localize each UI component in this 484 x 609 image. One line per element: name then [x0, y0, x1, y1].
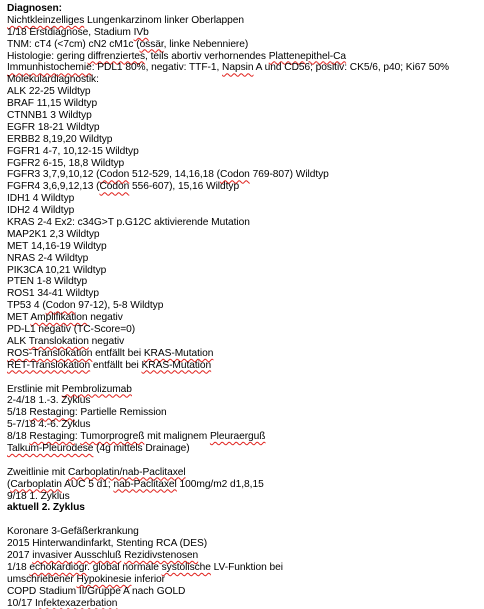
text-line [7, 217, 477, 229]
text-segment: mit malignem [144, 431, 210, 443]
text-line [7, 39, 477, 51]
text-segment: 2017 [7, 549, 33, 561]
text-line [7, 538, 477, 550]
text-segment: LV-Funktion bei [210, 561, 283, 573]
text-line [7, 15, 477, 27]
text-segment: Koronare 3-Gefäßerkrankung [7, 526, 139, 538]
text-segment: 97-12), 5-8 Wildtyp [75, 300, 164, 312]
text-line [7, 265, 477, 277]
heading-line [7, 502, 477, 514]
text-segment: . global normale [87, 561, 162, 573]
text-line [7, 181, 477, 193]
text-segment: FGFR2 6-15, 18,8 Wildtyp [7, 157, 125, 169]
spellcheck-flagged-word[interactable]: echokardiogr [29, 561, 88, 573]
text-segment: BRAF 11,15 Wildtyp [7, 98, 98, 110]
spellcheck-flagged-word[interactable]: Restaging [29, 407, 75, 419]
text-line [7, 158, 477, 170]
spellcheck-flagged-word[interactable]: Codon [99, 181, 130, 193]
paragraph-gap [7, 514, 477, 526]
text-segment: IDH2 4 Wildtyp [7, 205, 75, 217]
text-segment: 512-529, 14,16,18 ( [129, 169, 221, 181]
text-segment: entfällt bei [90, 359, 142, 371]
text-line [7, 74, 477, 86]
text-line [7, 253, 477, 265]
text-line [7, 491, 477, 503]
text-segment: Zweitlinie mit [7, 466, 68, 478]
spellcheck-flagged-word[interactable]: Pleuraerguß [209, 431, 266, 443]
text-line [7, 62, 477, 74]
text-segment: : Partielle Remission [74, 407, 167, 419]
text-line [7, 169, 477, 181]
text-line [7, 407, 477, 419]
section-block [7, 3, 477, 372]
text-segment: (4g mittels Drainage) [93, 442, 190, 454]
text-segment: FGFR3 3,7,9,10,12 ( [7, 169, 100, 181]
text-line [7, 312, 477, 324]
text-segment: A und CD56; positiv: CK5/6, p40; Ki67 50% [253, 62, 450, 74]
text-line [7, 241, 477, 253]
spellcheck-flagged-word[interactable]: Hypokinesie [76, 573, 132, 585]
text-segment: FGFR4 3,6,9,12,13 ( [7, 181, 100, 193]
spellcheck-flagged-word[interactable]: Immunhistochemie [7, 62, 92, 74]
text-line [7, 324, 477, 336]
text-line [7, 598, 477, 609]
text-segment: NRAS 2-4 Wildtyp [7, 252, 89, 264]
text-segment: TP53 4 ( [7, 300, 46, 312]
text-segment: 100mg/m2 d1,8,15 [176, 478, 264, 490]
text-line [7, 384, 477, 396]
spellcheck-flagged-word[interactable]: Talkum-Pleurodese [7, 442, 94, 454]
text-segment: : PDL1 80%, negativ: TTF-1, [91, 62, 223, 74]
text-line [7, 431, 477, 443]
spellcheck-flagged-word[interactable]: Nichtkleinzelliges [7, 14, 85, 26]
text-segment: 769-807) Wildtyp [249, 169, 329, 181]
text-segment: MET 14,16-19 Wildtyp [7, 240, 107, 252]
text-segment: , teils abortiv verhornendes [145, 50, 269, 62]
spellcheck-flagged-word[interactable]: KRAS-Mutation [143, 347, 214, 359]
text-line [7, 443, 477, 455]
spellcheck-flagged-word[interactable]: RET-Translokation [7, 359, 91, 371]
spellcheck-flagged-word[interactable]: Codon [45, 300, 76, 312]
text-segment: 2015 Hinterwandinfarkt, Stenting RCA (DES) [7, 538, 208, 550]
spellcheck-flagged-word[interactable]: ROS-Translokation [7, 347, 93, 359]
heading-line [7, 3, 477, 15]
spellcheck-flagged-word[interactable]: diffrenziertes [87, 50, 146, 62]
spellcheck-flagged-word[interactable]: nab-Paclitaxel [113, 478, 177, 490]
section-block [7, 526, 477, 609]
text-segment: negativ [87, 312, 123, 324]
text-segment: 1/18 [7, 561, 30, 573]
text-segment: ROS1 34-41 Wildtyp [7, 288, 99, 300]
text-line [7, 110, 477, 122]
text-line [7, 51, 477, 63]
spellcheck-flagged-word[interactable]: Codon [99, 169, 130, 181]
text-segment: aktuell 2. Zyklus [7, 502, 85, 514]
text-segment: ALK 22-25 Wildtyp [7, 86, 91, 98]
text-segment: ERBB2 8,19,20 Wildtyp [7, 133, 113, 145]
text-line [7, 419, 477, 431]
text-segment: COPD Stadium II/Gruppe A nach GOLD [7, 585, 186, 597]
spellcheck-flagged-word[interactable]: ossär [139, 38, 164, 50]
text-line [7, 134, 477, 146]
spellcheck-flagged-word[interactable]: Tumorprogreß [80, 431, 145, 443]
text-segment: umschriebener [7, 573, 77, 585]
text-segment: IDH1 4 Wildtyp [7, 193, 75, 205]
text-segment: : [74, 431, 81, 443]
text-line [7, 276, 477, 288]
text-segment: PIK3CA 10,21 Wildtyp [7, 264, 107, 276]
text-line [7, 395, 477, 407]
spellcheck-flagged-word[interactable]: Translokation [28, 335, 89, 347]
text-segment: Lungenkarzinom linker Oberlappen [84, 14, 244, 26]
spellcheck-flagged-word[interactable]: Carboplatin [10, 478, 62, 490]
text-segment: CTNNB1 3 Wildtyp [7, 110, 92, 122]
spellcheck-flagged-word[interactable]: Carboplatin/nab-Paclitaxel [67, 466, 186, 478]
text-segment: 5-7/18 4.-6. Zyklus [7, 419, 91, 431]
text-segment: negativ [88, 335, 125, 347]
text-line [7, 336, 477, 348]
text-segment: Diagnosen: [7, 3, 62, 14]
text-segment: 8/18 [7, 431, 30, 443]
text-segment: 9/18 1. Zyklus [7, 490, 70, 502]
text-line [7, 193, 477, 205]
paragraph-gap [7, 372, 477, 384]
text-segment: 2-4/18 1.-3. Zyklus [7, 395, 91, 407]
text-line [7, 526, 477, 538]
text-segment: Histologie: gering [7, 50, 88, 62]
spellcheck-flagged-word[interactable]: Infektexazerbation [35, 597, 118, 609]
text-line [7, 288, 477, 300]
spellcheck-flagged-word[interactable]: Codon [220, 169, 250, 181]
text-segment: , linke Nebenniere) [163, 38, 249, 50]
text-segment: 10/17 [7, 597, 36, 609]
spellcheck-flagged-word[interactable]: Amplifikation [30, 312, 88, 324]
text-segment: ( [7, 478, 11, 490]
text-segment: MET [7, 312, 31, 324]
text-segment: EGFR 18-21 Wildtyp [7, 121, 100, 133]
text-line [7, 146, 477, 158]
text-line [7, 467, 477, 479]
spellcheck-flagged-word[interactable]: invasiver [32, 549, 72, 561]
text-segment: entfällt bei [92, 347, 144, 359]
paragraph-gap [7, 455, 477, 467]
text-line [7, 479, 477, 491]
text-segment: FGFR1 4-7, 10,12-15 Wildtyp [7, 145, 139, 157]
text-segment: 556-607), 15,16 Wildtyp [129, 181, 240, 193]
text-segment: KRAS 2-4 Ex2: c34G>T p.G12C aktivierende Mutation [7, 217, 250, 229]
spellcheck-flagged-word[interactable]: KRAS-Mutation [141, 359, 212, 371]
spellcheck-flagged-word[interactable]: Ausschluß [74, 549, 122, 561]
text-segment: inferior [131, 573, 165, 585]
text-segment: TNM: cT4 (<7cm) cN2 cM1c ( [7, 38, 140, 50]
section-block [7, 384, 477, 455]
text-segment: MAP2K1 2,3 Wildtyp [7, 228, 100, 240]
text-line [7, 229, 477, 241]
text-line [7, 205, 477, 217]
spellcheck-flagged-word[interactable]: Pembrolizumab [61, 383, 132, 395]
text-segment: 5/18 [7, 407, 30, 419]
text-segment: 1/18 Erstdiagnose, Stadium [7, 26, 134, 38]
text-segment: Molekulardiagnostik: [7, 74, 99, 86]
spellcheck-flagged-word[interactable]: Rezidivstenosen [124, 549, 199, 561]
spellcheck-flagged-word[interactable]: systolische [161, 561, 211, 573]
spellcheck-flagged-word[interactable]: Plattenepithel-Ca [268, 50, 347, 62]
text-segment: Erstlinie mit [7, 383, 62, 395]
text-line [7, 562, 477, 574]
text-line [7, 27, 477, 39]
spellcheck-flagged-word[interactable]: Napsin [222, 62, 254, 74]
text-line [7, 348, 477, 360]
text-line [7, 98, 477, 110]
text-line [7, 86, 477, 98]
text-line [7, 360, 477, 372]
text-segment: AUC 5 d1; [61, 478, 114, 490]
text-segment: PTEN 1-8 Wildtyp [7, 276, 88, 288]
text-line [7, 550, 477, 562]
section-block [7, 467, 477, 515]
text-segment: ALK [7, 335, 29, 347]
spellcheck-flagged-word[interactable]: IVb [133, 26, 149, 38]
spellcheck-flagged-word[interactable]: Restaging [29, 431, 75, 443]
text-line [7, 574, 477, 586]
text-line [7, 300, 477, 312]
text-segment: PD-L1 negativ (TC-Score=0) [7, 324, 136, 336]
text-line [7, 122, 477, 134]
